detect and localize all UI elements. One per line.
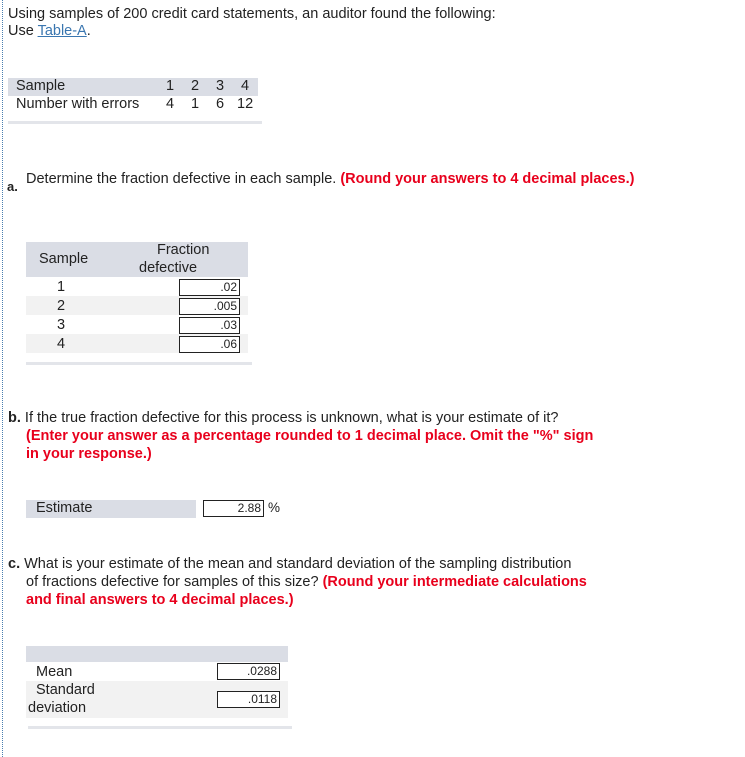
part-c-table-header-bg [26, 646, 288, 662]
part-b-instruction-2: in your response.) [26, 446, 152, 462]
estimate-label: Estimate [36, 500, 93, 516]
part-a-sample-3: 3 [57, 317, 66, 333]
part-a-col-fraction-line2: defective [139, 260, 198, 276]
part-a-question-text: Determine the fraction defective in each sample. [26, 171, 337, 187]
sd-label-line2: deviation [28, 700, 87, 716]
part-a-sample-2: 2 [57, 298, 66, 314]
data-table-errors-3: 6 [216, 96, 225, 112]
part-a-letter: a. [7, 179, 18, 194]
fraction-input-4[interactable]: .06 [179, 336, 240, 353]
fraction-input-1[interactable]: .02 [179, 279, 240, 296]
part-b-question [8, 409, 638, 463]
part-b-question-text: If the true fraction defective for this process is unknown, what is your estimate of it? [24, 410, 559, 426]
data-table-errors-label: Number with errors [16, 96, 140, 112]
data-table-sample-2: 2 [191, 78, 200, 94]
sd-label-line1: Standard [36, 682, 95, 698]
use-table-line [8, 23, 91, 39]
fraction-input-3[interactable]: .03 [179, 317, 240, 334]
data-table-bottom-bar [8, 121, 262, 124]
part-c-question [8, 555, 638, 609]
mean-input[interactable]: .0288 [217, 663, 280, 680]
part-b-instruction-1: (Enter your answer as a percentage rounded to 1 decimal place. Omit the "%" sign [26, 428, 594, 444]
use-suffix: . [86, 23, 91, 39]
part-c-table-bottom-bar [28, 726, 292, 729]
part-c-question-line2: of fractions defective for samples of this size? [26, 574, 319, 590]
fraction-input-2[interactable]: .005 [179, 298, 240, 315]
data-table-errors-4: 12 [237, 96, 254, 112]
mean-label: Mean [36, 664, 73, 680]
estimate-input[interactable]: 2.88 [203, 500, 264, 517]
part-a-col-fraction-line1: Fraction [157, 242, 210, 258]
data-table-sample-label: Sample [16, 78, 66, 94]
part-a-table-bottom-bar [26, 362, 252, 365]
sd-input[interactable]: .0118 [217, 691, 280, 708]
part-a-instruction: (Round your answers to 4 decimal places.) [340, 171, 635, 187]
part-c-instruction-2: and final answers to 4 decimal places.) [26, 592, 294, 608]
part-c-letter: c. [8, 556, 21, 572]
part-a-col-sample: Sample [39, 251, 89, 267]
intro-text: Using samples of 200 credit card statements, an auditor found the following: [8, 6, 496, 22]
part-b-letter: b. [8, 410, 21, 426]
table-a-link[interactable]: Table-A [37, 23, 87, 39]
use-prefix: Use [8, 23, 38, 39]
data-table-sample-3: 3 [216, 78, 225, 94]
data-table-errors-2: 1 [191, 96, 200, 112]
part-a-sample-1: 1 [57, 279, 66, 295]
part-c-instruction-1: (Round your intermediate calculations [322, 574, 587, 590]
data-table-sample-4: 4 [241, 78, 250, 94]
part-a-sample-4: 4 [57, 336, 66, 352]
left-border [2, 0, 3, 757]
estimate-percent-unit: % [268, 500, 281, 515]
data-table-errors-1: 4 [166, 96, 175, 112]
data-table-sample-1: 1 [166, 78, 175, 94]
part-c-question-line1: What is your estimate of the mean and standard deviation of the sampling distribution [24, 556, 572, 572]
part-a-question [26, 170, 646, 188]
